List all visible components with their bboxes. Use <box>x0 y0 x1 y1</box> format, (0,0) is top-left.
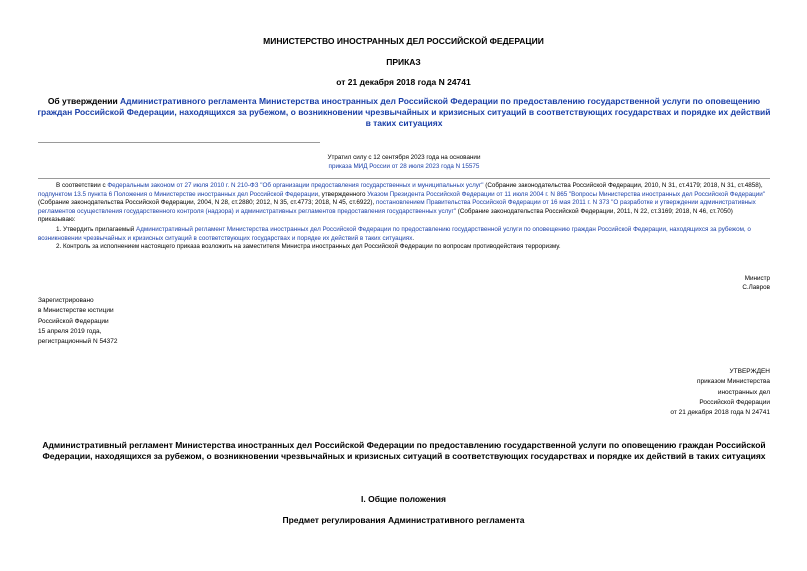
ministry-heading: МИНИСТЕРСТВО ИНОСТРАННЫХ ДЕЛ РОССИЙСКОЙ ФЕДЕРАЦИИ <box>263 36 544 46</box>
doc-type-heading: ПРИКАЗ <box>386 57 421 67</box>
order-title-link[interactable]: Административного регламента Министерства иностранных дел Российской Федерации по предоставлению государственной услуги по оповещению граждан Российской Федерации, находящихся за рубежом, о возникновении чрезвычайных и кризисных ситуаций в соответствующих государствах и порядке их действий в таких ситуациях <box>37 96 771 128</box>
presidential-decree-link[interactable]: Указом Президента Российской Федерации от 11 июля 2004 г. N 865 "Вопросы Министерства иностранных дел Российской Федерации" <box>367 190 766 198</box>
registration-line: регистрационный N 54372 <box>38 338 118 346</box>
preamble-text: (Собрание законодательства Российской Федерации, 2011, N 22, ст.3169; 2018, N 46, ст.7050) <box>455 207 733 215</box>
government-resolution-link[interactable]: постановлением Правительства Российской Федерации от 16 мая 2011 г. N 373 "О разработке и утверждении административных регламентов осуществления государственного контроля (надзора) и административных регламентов предоставления государственных услуг" <box>38 199 756 215</box>
signature-name: С.Лавров <box>742 283 770 291</box>
status-note-line: Утратил силу с 12 сентября 2023 года на основании <box>327 154 481 161</box>
registration-block <box>38 296 278 347</box>
approved-line: от 21 декабря 2018 года N 24741 <box>670 409 770 417</box>
preamble-text: В соответствии с <box>56 182 108 189</box>
regulation-link[interactable]: Административный регламент Министерства иностранных дел Российской Федерации по предоставлению государственной услуги по оповещению граждан Российской Федерации, находящихся за рубежом, о возникновении чрезвычайных и кризисных ситуаций в соответствующих государствах и порядке их действий в таких ситуациях <box>38 225 751 242</box>
item-text: . <box>412 234 415 242</box>
preamble-text: (Собрание законодательства Российской Федерации, 2010, N 31, ст.4179; 2018, N 31, ст.4858), <box>483 182 763 189</box>
preamble-text: , утвержденного <box>318 190 368 198</box>
regulation-subpoint-link[interactable]: подпунктом 13.5 пункта 6 Положения о Министерстве иностранных дел Российской Федерации <box>38 190 319 198</box>
registration-line: Зарегистрировано <box>38 297 94 304</box>
subsection-heading: Предмет регулирования Административного регламента <box>282 515 525 525</box>
order-title <box>34 96 774 129</box>
law-210-link[interactable]: Федеральным законом от 27 июля 2010 г. N 210-ФЗ "Об организации предоставления государственных и муниципальных услуг" <box>107 182 484 189</box>
registration-line: в Министерстве юстиции <box>38 307 114 315</box>
signature-position: Министр <box>744 275 770 282</box>
section-heading: I. Общие положения <box>361 494 446 504</box>
divider-note <box>38 178 770 179</box>
signature-block <box>560 275 770 292</box>
preamble-paragraph <box>38 182 770 216</box>
approved-line: приказом Министерства <box>697 378 770 386</box>
item-text: 1. Утвердить прилагаемый <box>56 225 137 233</box>
order-item-2: 2. Контроль за исполнением настоящего приказа возложить на заместителя Министра иностранных дел Российской Федерации по вопросам противодействия терроризму. <box>56 243 561 251</box>
status-note <box>252 154 556 171</box>
registration-line: Российской Федерации <box>38 317 109 325</box>
approved-line: УТВЕРЖДЕН <box>729 368 770 375</box>
order-body <box>38 182 770 252</box>
approved-line: иностранных дел <box>717 388 770 396</box>
preamble-text: (Собрание законодательства Российской Федерации, 2004, N 28, ст.2880; 2012, N 35, ст.4773; 2018, N 45, ст.6922), <box>38 199 376 207</box>
order-word: приказываю: <box>38 216 76 224</box>
order-item-1 <box>38 226 770 243</box>
divider-top <box>38 142 320 143</box>
approved-block <box>540 367 770 418</box>
status-note-link[interactable]: приказа МИД России от 28 июля 2023 года N 15575 <box>328 162 480 170</box>
regulation-title: Административный регламент Министерства иностранных дел Российской Федерации по предоставлению государственной услуги по оповещению граждан Российской Федерации, находящихся за рубежом, о возникновении чрезвычайных и кризисных ситуаций в соответствующих государствах и порядке их действий в таких ситуациях <box>42 440 766 461</box>
approved-line: Российской Федерации <box>699 398 770 406</box>
doc-date-number: от 21 декабря 2018 года N 24741 <box>336 77 471 87</box>
order-title-prefix: Об утверждении <box>47 96 121 106</box>
registration-line: 15 апреля 2019 года, <box>38 327 102 335</box>
